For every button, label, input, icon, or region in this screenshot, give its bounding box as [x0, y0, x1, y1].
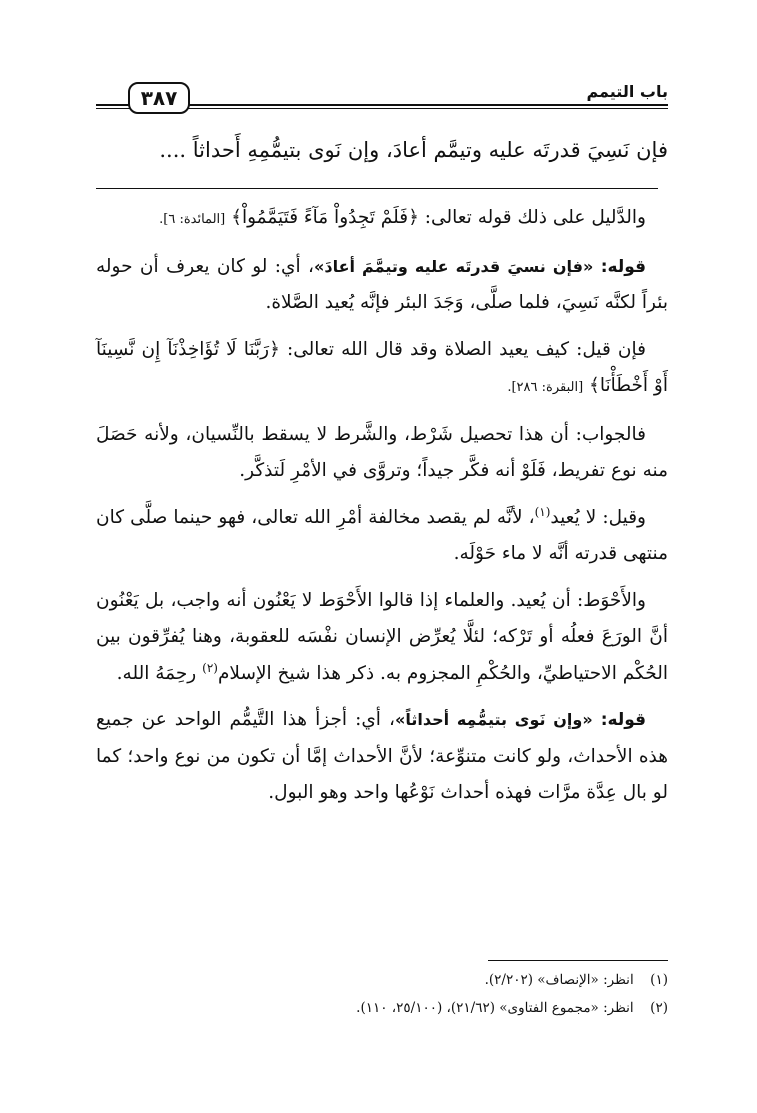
- paragraph-text: والأَحْوَط: أن يُعيد. والعلماء إذا قالوا الأَحْوَط لا يَعْنُون أنه واجب، بل يَعْنُون أنَّ الورَعَ فعلُه أو تَرْكه؛ لئلَّا يُعرِّض الإنسان نفْسَه للعقوبة، وهنا يُفرِّقون بين الحُكْم الاحتياطيِّ، والحُكْمِ المجزوم به. ذكر هذا شيخ الإسلام: [96, 589, 668, 684]
- paragraph-text: فإن قيل: كيف يعيد الصلاة وقد قال الله تعالى: ﴿رَبَّنَا لَا تُؤَاخِذْنَآ إِن نَّسِينَآ أَوْ أَخْطَأْنَا﴾: [96, 338, 668, 396]
- footnote-number: (١): [650, 972, 668, 988]
- footnote-marker[interactable]: (١): [534, 504, 551, 519]
- footnote: [96, 994, 668, 1022]
- footnote-text: انظر: «مجموع الفتاوى» (٢١/٦٢)، (٢٥/١٠٠، ١١٠).: [356, 1000, 634, 1016]
- matn-text: فإن نَسِيَ قدرتَه عليه وتيمَّم أعادَ، وإن نَوى بتيمُّمِهِ أَحداثاً ....: [159, 138, 668, 162]
- footnotes: [96, 966, 668, 1022]
- footnote-marker[interactable]: (٢): [202, 660, 218, 675]
- footnote-text: انظر: «الإنصاف» (٢/٢٠٢).: [484, 972, 634, 988]
- keyword-qawluhu: قوله:: [600, 256, 646, 277]
- paragraph: [96, 583, 668, 693]
- matn-separator: [96, 188, 658, 189]
- chapter-title: باب التيمم: [579, 82, 669, 102]
- paragraph-text: فالجواب: أن هذا تحصيل شَرْط، والشَّرط لا يسقط بالنِّسيان، ولأنه حَصَلَ منه نوع تفريط، فَلَوْ أنه فكَّر جيداً؛ وتروَّى في الأمْرِ لَتذكَّر.: [96, 423, 668, 481]
- keyword-qawluhu: قوله:: [600, 710, 646, 730]
- quoted-matn: «فإن نسيَ قدرتَه عليه وتيمَّمَ أعادَ»: [314, 256, 594, 276]
- paragraph-text: ، لأنَّه لم يقصد مخالفة أمْرِ الله تعالى، فهو حينما صلَّى كان منتهى قدرته أنَّه لا ماء حَوْلَه.: [96, 506, 668, 564]
- paragraph: [96, 249, 668, 322]
- quoted-matn: «وإن نَوى بتيمُّمِه أحداثاً»: [394, 710, 593, 729]
- paragraph: [96, 500, 668, 573]
- paragraph-text: وقيل: لا يُعيد: [550, 506, 646, 528]
- paragraph: [96, 200, 668, 239]
- paragraph: [96, 417, 668, 490]
- paragraph-text: والدَّليل على ذلك قوله تعالى: ﴿فَلَمْ تَجِدُواْ مَآءً فَتَيَمَّمُواْ﴾: [231, 207, 646, 228]
- paragraph-text: ، أي: أجزأ هذا التَّيمُّم الواحد عن جميع هذه الأحداث، ولو كانت متنوِّعة؛ لأنَّ الأحداث إمَّا أن تكون من نوع واحد؛ كما لو بال عِدَّة مرَّات فهذه أحداث نَوْعُها واحد وهو البول.: [96, 709, 668, 803]
- paragraph: [96, 332, 668, 407]
- running-header: [96, 82, 668, 116]
- paragraph-text: رحِمَهُ الله.: [116, 662, 203, 684]
- quran-reference: [البقرة: ٢٨٦].: [507, 380, 584, 395]
- page-number: ٣٨٧: [128, 82, 190, 114]
- paragraph-text: ، أي: لو كان يعرف أن حوله بئراً لكنَّه نَسِيَ، فلما صلَّى، وَجَدَ البئر فإنَّه يُعيد الصَّلاة.: [96, 255, 668, 313]
- footnote-separator: [488, 960, 668, 961]
- paragraph: [96, 702, 668, 812]
- quran-reference: [المائدة: ٦].: [159, 212, 226, 227]
- commentary: [96, 200, 668, 812]
- footnote-number: (٢): [650, 1000, 668, 1016]
- footnote: [96, 966, 668, 994]
